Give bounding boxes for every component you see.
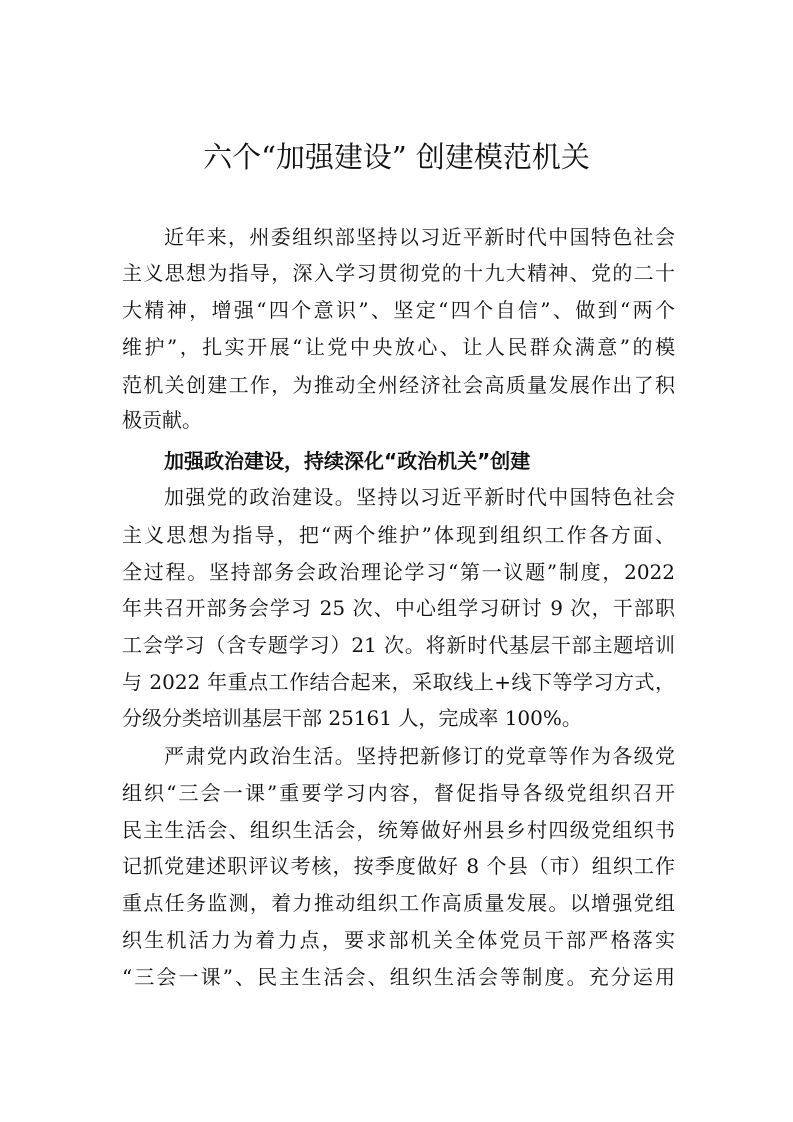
text-line: 范机关创建工作，为推动全州经济社会高质量发展作出了积 xyxy=(122,373,675,397)
text-line: 极贡献。 xyxy=(122,408,202,432)
text-line: 主义思想为指导，把“两个维护”体现到组织工作各方面、 xyxy=(122,523,675,547)
text-line: 加强党的政治建设。坚持以习近平新时代中国特色社会 xyxy=(164,485,675,509)
text-line: 近年来，州委组织部坚持以习近平新时代中国特色社会 xyxy=(164,225,675,249)
section-heading: 加强政治建设，持续深化“政治机关”创建 xyxy=(164,449,531,473)
text-line: 年共召开部务会学习 25 次、中心组学习研讨 9 次，干部职 xyxy=(122,596,675,620)
text-line: 重点任务监测，着力推动组织工作高质量发展。以增强党组 xyxy=(122,891,675,915)
text-line: 民主生活会、组织生活会，统筹做好州县乡村四级党组织书 xyxy=(122,818,675,842)
text-line: 工会学习（含专题学习）21 次。将新时代基层干部主题培训 xyxy=(122,633,675,657)
text-line: 组织“三会一课”重要学习内容，督促指导各级党组织召开 xyxy=(122,781,675,805)
text-line: 全过程。坚持部务会政治理论学习“第一议题”制度，2022 xyxy=(122,560,675,584)
text-line: 与 2022 年重点工作结合起来，采取线上+线下等学习方式， xyxy=(122,670,675,694)
text-line: 织生机活力为着力点，要求部机关全体党员干部严格落实 xyxy=(122,928,675,952)
text-line: 分级分类培训基层干部 25161 人，完成率 100%。 xyxy=(122,706,582,730)
text-line: 大精神，增强“四个意识”、坚定“四个自信”、做到“两个 xyxy=(122,298,675,322)
text-line: 主义思想为指导，深入学习贯彻党的十九大精神、党的二十 xyxy=(122,261,675,285)
text-line: 严肃党内政治生活。坚持把新修订的党章等作为各级党 xyxy=(164,744,675,768)
text-line: 记抓党建述职评议考核，按季度做好 8 个县（市）组织工作 xyxy=(122,854,675,878)
text-line: 维护”，扎实开展“让党中央放心、让人民群众满意”的模 xyxy=(122,335,675,359)
text-line: “三会一课”、民主生活会、组织生活会等制度。充分运用 xyxy=(122,965,675,989)
document-title: 六个“加强建设” 创建模范机关 xyxy=(203,140,590,174)
